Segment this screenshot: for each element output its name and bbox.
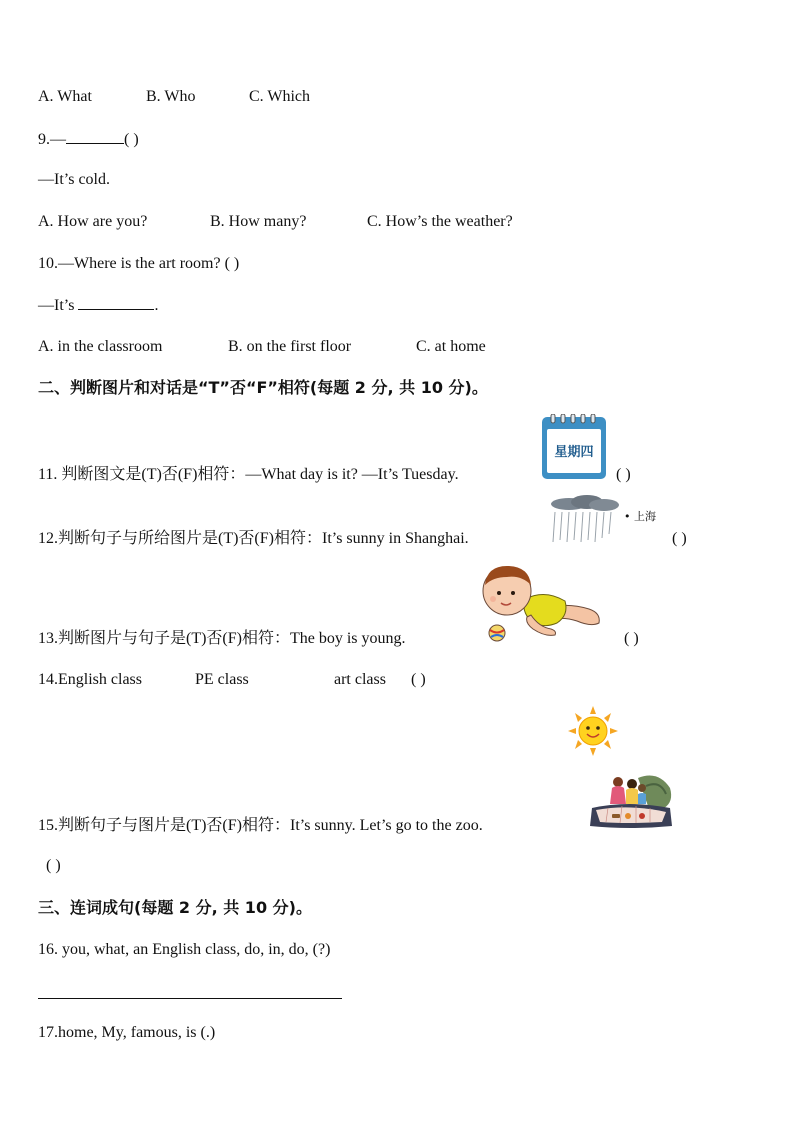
picnic-illustration: [588, 770, 674, 830]
q13-text: 13.判断图片与句子是(T)否(F)相符：The boy is young.: [38, 630, 406, 647]
q12-text: 12.判断句子与所给图片是(T)否(F)相符：It’s sunny in Shanghai.: [38, 530, 469, 547]
q12-paren: ( ): [672, 530, 687, 547]
q16-answer-line: [38, 998, 342, 999]
q10-option-c: C. at home: [416, 338, 486, 355]
q8-option-a: A. What: [38, 88, 92, 105]
calendar-icon: [541, 414, 607, 480]
calendar-text: 星期四: [554, 445, 594, 460]
q9-option-a: A. How are you?: [38, 213, 148, 230]
section-3-title: 三、连词成句(每题 2 分, 共 10 分)。: [38, 898, 312, 917]
q13-paren: ( ): [624, 630, 639, 647]
q16-text: 16. you, what, an English class, do, in, do, (?): [38, 941, 331, 958]
q8-option-c: C. Which: [249, 88, 311, 105]
q14-label-art: art class: [334, 671, 386, 688]
q10-reply: [38, 295, 158, 316]
q15-paren: ( ): [46, 857, 61, 874]
q17-text: 17.home, My, famous, is (.): [38, 1024, 216, 1041]
rain-cloud-icon: [549, 494, 621, 544]
q9-paren: ( ): [124, 131, 139, 148]
q14-label-pe: PE class: [195, 671, 249, 688]
q10-reply-suffix: .: [154, 297, 159, 314]
crawling-baby-illustration: [473, 563, 605, 645]
q9-blank: [66, 129, 124, 144]
q14-label-english: 14.English class: [38, 671, 142, 688]
q10-prompt: 10.—Where is the art room? ( ): [38, 255, 240, 272]
q11-paren: ( ): [616, 466, 631, 483]
q8-option-b: B. Who: [146, 88, 196, 105]
q10-reply-prefix: —It’s: [38, 297, 75, 314]
q9-option-b: B. How many?: [210, 213, 307, 230]
q10-option-b: B. on the first floor: [228, 338, 352, 355]
q10-option-a: A. in the classroom: [38, 338, 163, 355]
q9-prompt: [38, 129, 139, 150]
sun-icon: [566, 706, 620, 756]
city-label: • 上海: [624, 510, 656, 523]
q10-blank: [78, 295, 154, 310]
q15-text: 15.判断句子与图片是(T)否(F)相符：It’s sunny. Let’s go to the zoo.: [38, 817, 483, 834]
q9-option-c: C. How’s the weather?: [367, 213, 513, 230]
section-2-title: 二、判断图片和对话是“T”否“F”相符(每题 2 分, 共 10 分)。: [38, 378, 488, 397]
q9-number: 9.—: [38, 131, 66, 148]
q11-text: 11. 判断图文是(T)否(F)相符：—What day is it? —It’s Tuesday.: [38, 466, 459, 483]
q9-reply: —It’s cold.: [38, 171, 110, 188]
q14-paren: ( ): [411, 671, 426, 688]
